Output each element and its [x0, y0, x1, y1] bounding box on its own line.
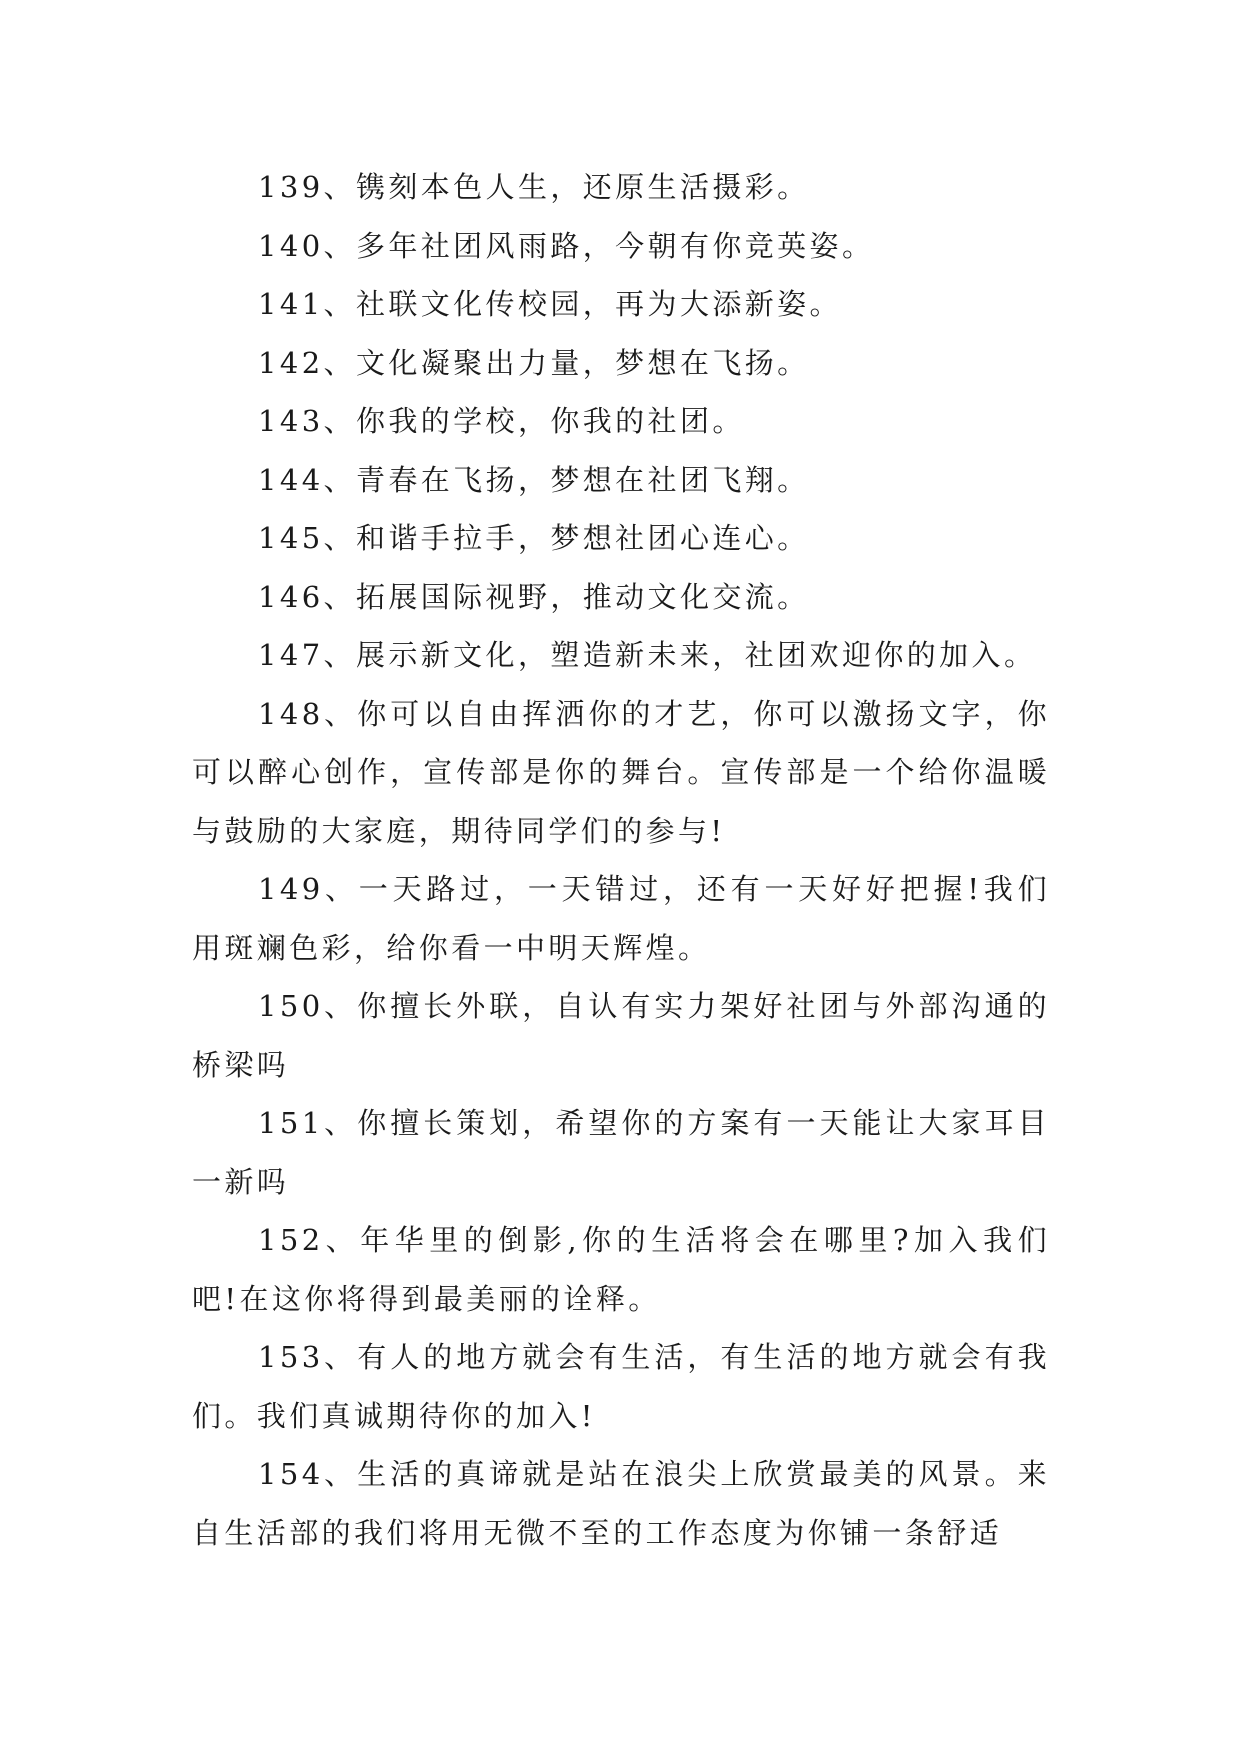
paragraph-147: 147、展示新文化，塑造新未来，社团欢迎你的加入。 — [258, 638, 1037, 672]
paragraph-142: 142、文化凝聚出力量，梦想在飞扬。 — [258, 345, 810, 380]
paragraph-148: 148、你可以自由挥洒你的才艺，你可以激扬文字，你可以醉心创作，宣传部是你的舞台。宣传部是一个给你温暖与鼓励的大家庭，期待同学们的参与! — [192, 696, 1050, 848]
paragraph-152: 152、年华里的倒影,你的生活将会在哪里?加入我们吧!在这你将得到最美丽的诠释。 — [192, 1223, 1050, 1316]
paragraph-145: 145、和谐手拉手，梦想社团心连心。 — [258, 521, 810, 555]
document-body — [192, 158, 1050, 1562]
paragraph-143: 143、你我的学校，你我的社团。 — [258, 404, 745, 438]
paragraph-151: 151、你擅长策划，希望你的方案有一天能让大家耳目一新吗 — [192, 1106, 1050, 1199]
paragraph-141: 141、社联文化传校园，再为大添新姿。 — [258, 287, 842, 321]
paragraph-140: 140、多年社团风雨路，今朝有你竞英姿。 — [258, 228, 875, 263]
paragraph-146: 146、拓展国际视野，推动文化交流。 — [258, 579, 810, 614]
paragraph-150: 150、你擅长外联，自认有实力架好社团与外部沟通的桥梁吗 — [192, 989, 1050, 1082]
paragraph-139: 139、镌刻本色人生，还原生活摄彩。 — [258, 170, 810, 204]
paragraph-144: 144、青春在飞扬，梦想在社团飞翔。 — [258, 462, 810, 497]
paragraph-149: 149、一天路过，一天错过，还有一天好好把握!我们用斑斓色彩，给你看一中明天辉煌。 — [192, 872, 1050, 965]
paragraph-154: 154、生活的真谛就是站在浪尖上欣赏最美的风景。来自生活部的我们将用无微不至的工作态度为你铺一条舒适 — [192, 1457, 1050, 1550]
paragraph-153: 153、有人的地方就会有生活，有生活的地方就会有我们。我们真诚期待你的加入! — [192, 1340, 1050, 1433]
